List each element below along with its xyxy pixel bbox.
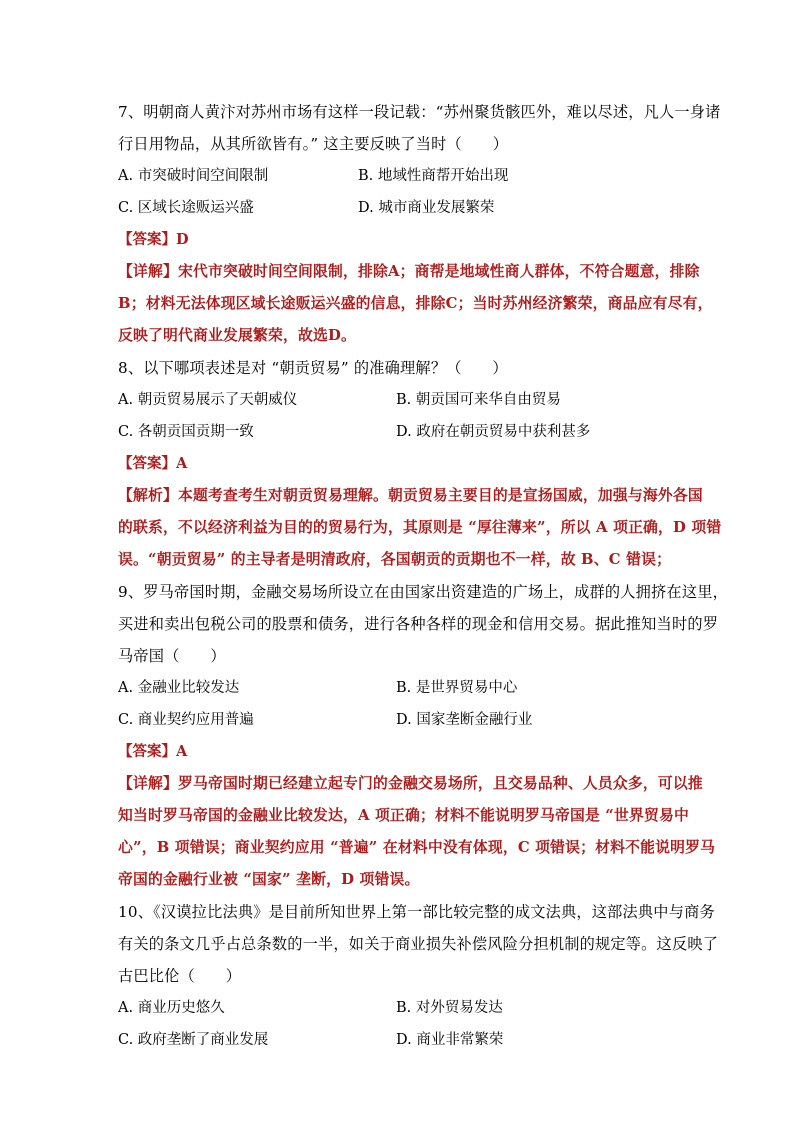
option-d: D. 政府在朝贡贸易中获利甚多 (396, 424, 591, 440)
option-a: A. 金融业比较发达 (118, 680, 240, 696)
option-c: C. 区域长途贩运兴盛 (118, 200, 254, 216)
explanation-line: 【详解】罗马帝国时期已经建立起专门的金融交易场所，且交易品种、人员众多，可以推 (118, 775, 703, 792)
explanation-line: 的联系，不以经济利益为目的的贸易行为，其原则是 “厚往薄来”，所以 A 项正确，D 项错 (118, 519, 722, 536)
option-d: D. 城市商业发展繁荣 (358, 200, 495, 216)
question-stem-line: 8、以下哪项表述是对 “朝贡贸易” 的准确理解？（ ） (118, 359, 508, 377)
explanation-line: 反映了明代商业发展繁荣，故选D。 (118, 327, 356, 344)
explanation-line: B；材料无法体现区域长途贩运兴盛的信息，排除C；当时苏州经济繁荣，商品应有尽有， (118, 295, 713, 312)
question-stem-line: 10、《汉谟拉比法典》是目前所知世界上第一部比较完整的成文法典，这部法典中与商务 (118, 903, 715, 921)
explanation-line: 【详解】宋代市突破时间空间限制，排除A；商帮是地域性商人群体，不符合题意，排除 (118, 263, 700, 280)
answer-label: 【答案】A (118, 455, 188, 472)
question-stem-line: 古巴比伦（ ） (118, 967, 242, 985)
explanation-line: 误。“朝贡贸易” 的主导者是明清政府，各国朝贡的贡期也不一样，故 B、C 错误； (118, 551, 672, 568)
explanation-line: 【解析】本题考查考生对朝贡贸易理解。朝贡贸易主要目的是宣扬国威，加强与海外各国 (118, 487, 703, 504)
answer-label: 【答案】A (118, 743, 188, 760)
option-b: B. 对外贸易发达 (396, 1000, 503, 1016)
option-a: A. 商业历史悠久 (118, 1000, 225, 1016)
option-d: D. 商业非常繁荣 (396, 1032, 504, 1048)
question-9 (118, 576, 728, 896)
option-c: C. 政府垄断了商业发展 (118, 1032, 269, 1048)
question-stem-line: 7、明朝商人黄汴对苏州市场有这样一段记载：“苏州聚货骸匹外，难以尽述，凡人一身诸 (118, 103, 721, 121)
option-c: C. 商业契约应用普遍 (118, 712, 254, 728)
document-page (118, 96, 728, 1056)
question-stem-line: 买进和卖出包税公司的股票和债务，进行各种各样的现金和信用交易。据此推知当时的罗 (118, 615, 719, 633)
answer-label: 【答案】D (118, 231, 189, 248)
explanation-line: 心”，B 项错误；商业契约应用 “普遍” 在材料中没有体现，C 项错误；材料不能说明罗马 (118, 839, 716, 856)
explanation-line: 知当时罗马帝国的金融业比较发达，A 项正确；材料不能说明罗马帝国是 “世界贸易中 (118, 807, 689, 824)
question-8 (118, 352, 722, 576)
option-b: B. 朝贡国可来华自由贸易 (396, 392, 561, 408)
question-stem-line: 有关的条文几乎占总条数的一半，如关于商业损失补偿风险分担机制的规定等。这反映了 (118, 935, 719, 953)
option-b: B. 地域性商帮开始出现 (358, 168, 509, 184)
option-a: A. 市突破时间空间限制 (118, 168, 269, 184)
option-c: C. 各朝贡国贡期一致 (118, 424, 254, 440)
question-stem-line: 行日用物品，从其所欲皆有。” 这主要反映了当时（ ） (118, 135, 509, 153)
option-d: D. 国家垄断金融行业 (396, 712, 533, 728)
option-a: A. 朝贡贸易展示了天朝威仪 (118, 392, 298, 408)
explanation-line: 帝国的金融行业被 “国家” 垄断，D 项错误。 (118, 871, 420, 888)
question-stem-line: 马帝国（ ） (118, 647, 226, 665)
question-7 (118, 96, 721, 352)
option-b: B. 是世界贸易中心 (396, 680, 518, 696)
question-10 (118, 896, 719, 1056)
question-stem-line: 9、罗马帝国时期，金融交易场所设立在由国家出资建造的广场上，成群的人拥挤在这里， (118, 583, 728, 601)
